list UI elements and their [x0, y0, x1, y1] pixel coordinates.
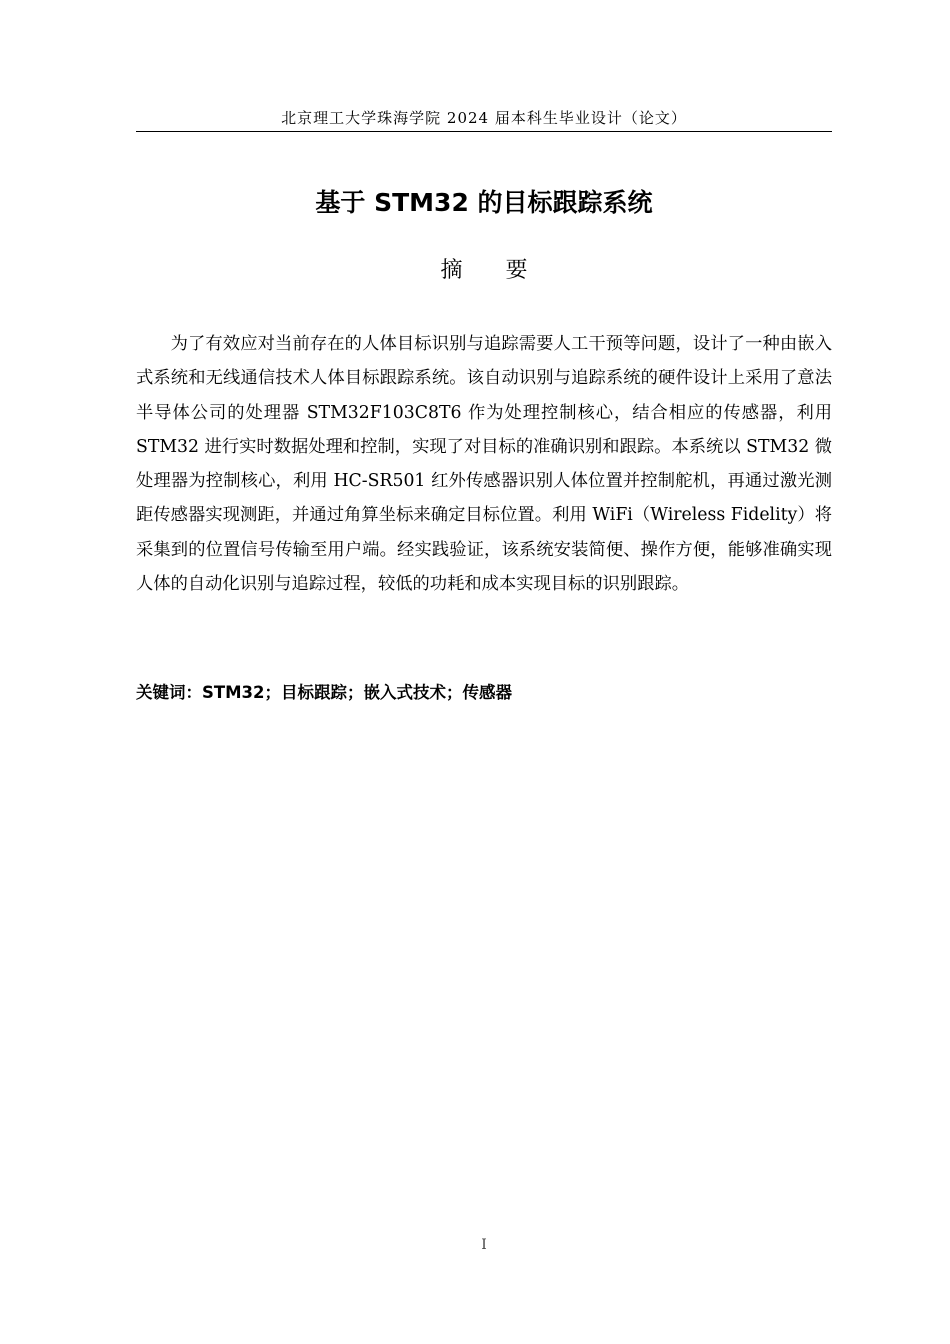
thesis-title: 基于 STM32 的目标跟踪系统: [315, 188, 653, 217]
abstract-heading: 摘 要: [440, 258, 546, 283]
header-divider: [136, 131, 832, 132]
page-number: I: [481, 1237, 487, 1253]
keywords-line: 关键词：STM32；目标跟踪；嵌入式技术；传感器: [136, 683, 513, 702]
abstract-paragraph: 为了有效应对当前存在的人体目标识别与追踪需要人工干预等问题，设计了一种由嵌入式系统和无线通信技术人体目标跟踪系统。该自动识别与追踪系统的硬件设计上采用了意法半导体公司的处理器 STM32F103C8T6 作为处理控制核心，结合相应的传感器，利用 STM32 进行实时数据处理和控制，实现了对目标的准确识别和跟踪。本系统以 STM32 微处理器为控制核心，利用 HC-SR501 红外传感器识别人体位置并控制舵机，再通过激光测距传感器实现测距，并通过角算坐标来确定目标位置。利用 WiFi（Wireless Fidelity）将采集到的位置信号传输至用户端。经实践验证，该系统安装简便、操作方便，能够准确实现人体的自动化识别与追踪过程，较低的功耗和成本实现目标的识别跟踪。: [136, 334, 832, 595]
running-header: 北京理工大学珠海学院 2024 届本科生毕业设计（论文）: [281, 109, 687, 127]
